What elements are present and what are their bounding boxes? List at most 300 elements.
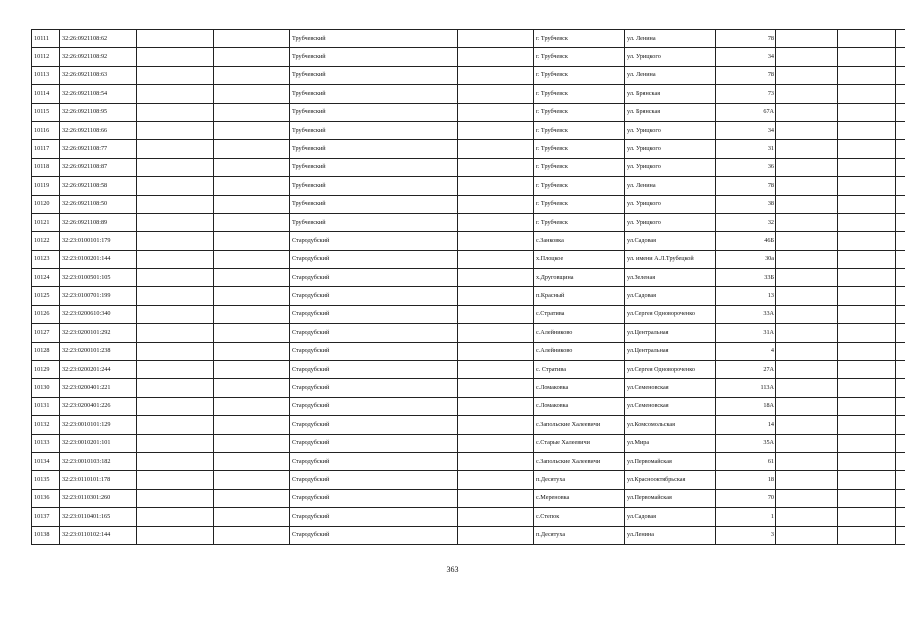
cadastral-number-cell: 32:26:0921108:77: [60, 140, 137, 158]
table-row: [32, 508, 905, 526]
empty-cell: [838, 305, 896, 323]
house-number-cell: 38: [716, 195, 776, 213]
empty-cell: [458, 66, 534, 84]
table-row: [32, 379, 905, 397]
empty-cell: [458, 121, 534, 139]
house-number-cell: 13: [716, 287, 776, 305]
table-body: [32, 30, 905, 545]
empty-cell: [458, 232, 534, 250]
empty-cell: [776, 66, 838, 84]
empty-cell: [838, 85, 896, 103]
empty-cell: [458, 452, 534, 470]
settlement-cell: г. Трубчевск: [534, 195, 625, 213]
street-cell: ул. Урицкого: [625, 140, 716, 158]
empty-cell: [776, 158, 838, 176]
cadastral-number-cell: 32:23:0110101:178: [60, 471, 137, 489]
row-number-cell: 10124: [32, 269, 60, 287]
empty-cell: [137, 416, 214, 434]
row-number-cell: 10113: [32, 66, 60, 84]
empty-cell: [776, 177, 838, 195]
empty-cell: [137, 324, 214, 342]
settlement-cell: с.Запольские Халеевичи: [534, 416, 625, 434]
cadastral-number-cell: 32:23:0200401:226: [60, 397, 137, 415]
house-number-cell: 31: [716, 140, 776, 158]
empty-cell: [458, 158, 534, 176]
table-row: [32, 48, 905, 66]
empty-cell: [838, 342, 896, 360]
settlement-cell: с.Запольские Халеевичи: [534, 452, 625, 470]
cadastral-number-cell: 32:23:0010201:101: [60, 434, 137, 452]
cadastral-number-cell: 32:23:0100501:105: [60, 269, 137, 287]
cadastral-number-cell: 32:23:0010103:182: [60, 452, 137, 470]
row-number-cell: 10123: [32, 250, 60, 268]
row-number-cell: 10117: [32, 140, 60, 158]
empty-cell: [896, 177, 905, 195]
empty-cell: [896, 269, 905, 287]
empty-cell: [838, 232, 896, 250]
street-cell: ул. Брянская: [625, 103, 716, 121]
district-cell: Трубчевский: [290, 66, 458, 84]
street-cell: ул. Урицкого: [625, 158, 716, 176]
empty-cell: [214, 342, 290, 360]
empty-cell: [214, 379, 290, 397]
empty-cell: [214, 489, 290, 507]
empty-cell: [838, 526, 896, 544]
street-cell: ул.Сергея Одновороченко: [625, 361, 716, 379]
row-number-cell: 10121: [32, 213, 60, 231]
settlement-cell: г. Трубчевск: [534, 103, 625, 121]
empty-cell: [137, 140, 214, 158]
empty-cell: [458, 213, 534, 231]
empty-cell: [838, 269, 896, 287]
empty-cell: [214, 287, 290, 305]
empty-cell: [776, 342, 838, 360]
empty-cell: [458, 195, 534, 213]
district-cell: Трубчевский: [290, 103, 458, 121]
empty-cell: [214, 526, 290, 544]
cadastral-number-cell: 32:23:0110401:165: [60, 508, 137, 526]
empty-cell: [896, 85, 905, 103]
empty-cell: [838, 287, 896, 305]
settlement-cell: г. Трубчевск: [534, 30, 625, 48]
empty-cell: [137, 379, 214, 397]
empty-cell: [896, 489, 905, 507]
settlement-cell: п.Десятуха: [534, 526, 625, 544]
district-cell: Трубчевский: [290, 30, 458, 48]
empty-cell: [458, 140, 534, 158]
empty-cell: [776, 361, 838, 379]
district-cell: Трубчевский: [290, 48, 458, 66]
street-cell: ул. Ленина: [625, 177, 716, 195]
empty-cell: [214, 397, 290, 415]
empty-cell: [838, 121, 896, 139]
empty-cell: [137, 397, 214, 415]
street-cell: ул. Урицкого: [625, 195, 716, 213]
street-cell: ул.Первомайская: [625, 489, 716, 507]
district-cell: Стародубский: [290, 416, 458, 434]
street-cell: ул. Ленина: [625, 30, 716, 48]
empty-cell: [838, 489, 896, 507]
empty-cell: [137, 526, 214, 544]
empty-cell: [896, 434, 905, 452]
row-number-cell: 10125: [32, 287, 60, 305]
cadastral-number-cell: 32:26:0921108:58: [60, 177, 137, 195]
empty-cell: [776, 250, 838, 268]
street-cell: ул.Семеновская: [625, 379, 716, 397]
empty-cell: [776, 85, 838, 103]
row-number-cell: 10119: [32, 177, 60, 195]
empty-cell: [137, 305, 214, 323]
table-row: [32, 103, 905, 121]
row-number-cell: 10129: [32, 361, 60, 379]
cadastral-number-cell: 32:23:0110301:260: [60, 489, 137, 507]
empty-cell: [896, 526, 905, 544]
settlement-cell: г. Трубчевск: [534, 66, 625, 84]
table-row: [32, 232, 905, 250]
empty-cell: [838, 324, 896, 342]
settlement-cell: г. Трубчевск: [534, 158, 625, 176]
settlement-cell: с.Ломаковка: [534, 397, 625, 415]
empty-cell: [838, 140, 896, 158]
row-number-cell: 10134: [32, 452, 60, 470]
empty-cell: [776, 140, 838, 158]
empty-cell: [776, 103, 838, 121]
house-number-cell: 67А: [716, 103, 776, 121]
street-cell: ул.Краснооктябрьская: [625, 471, 716, 489]
house-number-cell: 78: [716, 177, 776, 195]
house-number-cell: 34: [716, 121, 776, 139]
empty-cell: [137, 66, 214, 84]
row-number-cell: 10116: [32, 121, 60, 139]
empty-cell: [896, 471, 905, 489]
table-row: [32, 287, 905, 305]
district-cell: Трубчевский: [290, 140, 458, 158]
row-number-cell: 10133: [32, 434, 60, 452]
empty-cell: [458, 324, 534, 342]
cadastral-number-cell: 32:26:0921108:63: [60, 66, 137, 84]
empty-cell: [838, 416, 896, 434]
row-number-cell: 10136: [32, 489, 60, 507]
row-number-cell: 10130: [32, 379, 60, 397]
empty-cell: [896, 103, 905, 121]
empty-cell: [896, 379, 905, 397]
empty-cell: [838, 195, 896, 213]
empty-cell: [776, 195, 838, 213]
house-number-cell: 32: [716, 213, 776, 231]
empty-cell: [896, 342, 905, 360]
empty-cell: [896, 30, 905, 48]
empty-cell: [458, 434, 534, 452]
empty-cell: [214, 434, 290, 452]
cadastral-number-cell: 32:23:0200101:238: [60, 342, 137, 360]
house-number-cell: 61: [716, 452, 776, 470]
house-number-cell: 33Б: [716, 269, 776, 287]
empty-cell: [896, 48, 905, 66]
empty-cell: [896, 195, 905, 213]
table-row: [32, 434, 905, 452]
empty-cell: [776, 305, 838, 323]
empty-cell: [137, 85, 214, 103]
empty-cell: [214, 416, 290, 434]
settlement-cell: с.Мереновка: [534, 489, 625, 507]
settlement-cell: с.Алейниково: [534, 342, 625, 360]
empty-cell: [838, 250, 896, 268]
empty-cell: [458, 361, 534, 379]
empty-cell: [896, 287, 905, 305]
district-cell: Стародубский: [290, 232, 458, 250]
empty-cell: [896, 121, 905, 139]
district-cell: Трубчевский: [290, 213, 458, 231]
empty-cell: [896, 232, 905, 250]
empty-cell: [838, 48, 896, 66]
street-cell: ул.Центральная: [625, 324, 716, 342]
cadastral-number-cell: 32:26:0921108:50: [60, 195, 137, 213]
empty-cell: [137, 287, 214, 305]
cadastral-number-cell: 32:23:0100201:144: [60, 250, 137, 268]
row-number-cell: 10131: [32, 397, 60, 415]
empty-cell: [896, 324, 905, 342]
district-cell: Стародубский: [290, 250, 458, 268]
settlement-cell: г. Трубчевск: [534, 121, 625, 139]
empty-cell: [458, 397, 534, 415]
street-cell: ул.Ленина: [625, 526, 716, 544]
cadastral-number-cell: 32:26:0921108:66: [60, 121, 137, 139]
house-number-cell: 14: [716, 416, 776, 434]
empty-cell: [214, 232, 290, 250]
district-cell: Стародубский: [290, 379, 458, 397]
table-row: [32, 195, 905, 213]
street-cell: ул.Садовая: [625, 508, 716, 526]
row-number-cell: 10135: [32, 471, 60, 489]
table-row: [32, 342, 905, 360]
settlement-cell: с.Стратива: [534, 305, 625, 323]
empty-cell: [214, 158, 290, 176]
house-number-cell: 30а: [716, 250, 776, 268]
house-number-cell: 35А: [716, 434, 776, 452]
empty-cell: [776, 30, 838, 48]
house-number-cell: 1: [716, 508, 776, 526]
settlement-cell: г. Трубчевск: [534, 177, 625, 195]
house-number-cell: 18А: [716, 397, 776, 415]
street-cell: ул.Центральная: [625, 342, 716, 360]
row-number-cell: 10137: [32, 508, 60, 526]
cadastral-number-cell: 32:26:0921108:89: [60, 213, 137, 231]
district-cell: Стародубский: [290, 287, 458, 305]
district-cell: Трубчевский: [290, 158, 458, 176]
empty-cell: [838, 434, 896, 452]
row-number-cell: 10115: [32, 103, 60, 121]
district-cell: Стародубский: [290, 526, 458, 544]
street-cell: ул. Урицкого: [625, 213, 716, 231]
empty-cell: [458, 177, 534, 195]
empty-cell: [896, 213, 905, 231]
district-cell: Стародубский: [290, 508, 458, 526]
empty-cell: [137, 177, 214, 195]
row-number-cell: 10132: [32, 416, 60, 434]
table-row: [32, 526, 905, 544]
district-cell: Стародубский: [290, 324, 458, 342]
empty-cell: [214, 30, 290, 48]
empty-cell: [214, 103, 290, 121]
cadastral-number-cell: 32:23:0100701:199: [60, 287, 137, 305]
house-number-cell: 70: [716, 489, 776, 507]
cadastral-number-cell: 32:23:0110102:144: [60, 526, 137, 544]
table-row: [32, 140, 905, 158]
empty-cell: [458, 508, 534, 526]
empty-cell: [458, 48, 534, 66]
row-number-cell: 10138: [32, 526, 60, 544]
table-row: [32, 397, 905, 415]
house-number-cell: 46Б: [716, 232, 776, 250]
empty-cell: [896, 305, 905, 323]
house-number-cell: 18: [716, 471, 776, 489]
empty-cell: [896, 250, 905, 268]
row-number-cell: 10126: [32, 305, 60, 323]
empty-cell: [896, 508, 905, 526]
empty-cell: [137, 250, 214, 268]
empty-cell: [137, 489, 214, 507]
empty-cell: [137, 48, 214, 66]
empty-cell: [137, 361, 214, 379]
empty-cell: [214, 250, 290, 268]
house-number-cell: 33А: [716, 305, 776, 323]
table-row: [32, 213, 905, 231]
district-cell: Стародубский: [290, 489, 458, 507]
cadastral-number-cell: 32:26:0921108:95: [60, 103, 137, 121]
empty-cell: [776, 452, 838, 470]
empty-cell: [838, 508, 896, 526]
empty-cell: [137, 121, 214, 139]
empty-cell: [776, 434, 838, 452]
empty-cell: [838, 361, 896, 379]
empty-cell: [214, 177, 290, 195]
cadastral-number-cell: 32:23:0200610:340: [60, 305, 137, 323]
empty-cell: [214, 508, 290, 526]
cadastral-number-cell: 32:26:0921108:92: [60, 48, 137, 66]
settlement-cell: с.Ломаковка: [534, 379, 625, 397]
house-number-cell: 36: [716, 158, 776, 176]
empty-cell: [137, 452, 214, 470]
empty-cell: [838, 397, 896, 415]
district-cell: Трубчевский: [290, 85, 458, 103]
empty-cell: [137, 103, 214, 121]
street-cell: ул. Урицкого: [625, 48, 716, 66]
empty-cell: [838, 379, 896, 397]
street-cell: ул.Сергея Одновороченко: [625, 305, 716, 323]
empty-cell: [838, 103, 896, 121]
table-row: [32, 66, 905, 84]
empty-cell: [838, 213, 896, 231]
empty-cell: [458, 85, 534, 103]
empty-cell: [137, 342, 214, 360]
row-number-cell: 10122: [32, 232, 60, 250]
house-number-cell: 3: [716, 526, 776, 544]
settlement-cell: г. Трубчевск: [534, 213, 625, 231]
empty-cell: [838, 158, 896, 176]
empty-cell: [214, 471, 290, 489]
registry-table: [31, 29, 905, 545]
district-cell: Стародубский: [290, 342, 458, 360]
settlement-cell: х.Плоцкое: [534, 250, 625, 268]
empty-cell: [776, 48, 838, 66]
empty-cell: [137, 508, 214, 526]
district-cell: Стародубский: [290, 269, 458, 287]
table-row: [32, 452, 905, 470]
house-number-cell: 34: [716, 48, 776, 66]
empty-cell: [214, 121, 290, 139]
empty-cell: [214, 140, 290, 158]
page-number: 363: [446, 565, 459, 574]
row-number-cell: 10114: [32, 85, 60, 103]
settlement-cell: г. Трубчевск: [534, 48, 625, 66]
empty-cell: [838, 177, 896, 195]
empty-cell: [458, 471, 534, 489]
empty-cell: [214, 66, 290, 84]
settlement-cell: п.Красный: [534, 287, 625, 305]
cadastral-number-cell: 32:26:0921108:87: [60, 158, 137, 176]
table-row: [32, 416, 905, 434]
district-cell: Трубчевский: [290, 177, 458, 195]
empty-cell: [458, 269, 534, 287]
empty-cell: [776, 416, 838, 434]
table-row: [32, 158, 905, 176]
empty-cell: [896, 66, 905, 84]
street-cell: ул. имени А.Л.Трубецкой: [625, 250, 716, 268]
street-cell: ул.Первомайская: [625, 452, 716, 470]
empty-cell: [214, 85, 290, 103]
empty-cell: [776, 526, 838, 544]
empty-cell: [776, 287, 838, 305]
district-cell: Стародубский: [290, 434, 458, 452]
empty-cell: [458, 489, 534, 507]
district-cell: Стародубский: [290, 452, 458, 470]
row-number-cell: 10112: [32, 48, 60, 66]
empty-cell: [776, 324, 838, 342]
table-row: [32, 269, 905, 287]
empty-cell: [458, 30, 534, 48]
empty-cell: [214, 213, 290, 231]
empty-cell: [458, 287, 534, 305]
street-cell: ул.Мира: [625, 434, 716, 452]
empty-cell: [214, 269, 290, 287]
district-cell: Стародубский: [290, 361, 458, 379]
table-row: [32, 85, 905, 103]
cadastral-number-cell: 32:23:0200101:292: [60, 324, 137, 342]
settlement-cell: г. Трубчевск: [534, 140, 625, 158]
cadastral-number-cell: 32:23:0100101:179: [60, 232, 137, 250]
empty-cell: [838, 30, 896, 48]
settlement-cell: с.Степок: [534, 508, 625, 526]
empty-cell: [137, 471, 214, 489]
empty-cell: [137, 269, 214, 287]
table-row: [32, 324, 905, 342]
table-row: [32, 121, 905, 139]
cadastral-number-cell: 32:23:0010101:129: [60, 416, 137, 434]
empty-cell: [896, 416, 905, 434]
empty-cell: [214, 361, 290, 379]
empty-cell: [838, 452, 896, 470]
empty-cell: [776, 269, 838, 287]
table-row: [32, 489, 905, 507]
street-cell: ул.Семеновская: [625, 397, 716, 415]
empty-cell: [137, 232, 214, 250]
district-cell: Стародубский: [290, 397, 458, 415]
house-number-cell: 78: [716, 66, 776, 84]
row-number-cell: 10118: [32, 158, 60, 176]
district-cell: Стародубский: [290, 305, 458, 323]
settlement-cell: с. Стратива: [534, 361, 625, 379]
row-number-cell: 10127: [32, 324, 60, 342]
